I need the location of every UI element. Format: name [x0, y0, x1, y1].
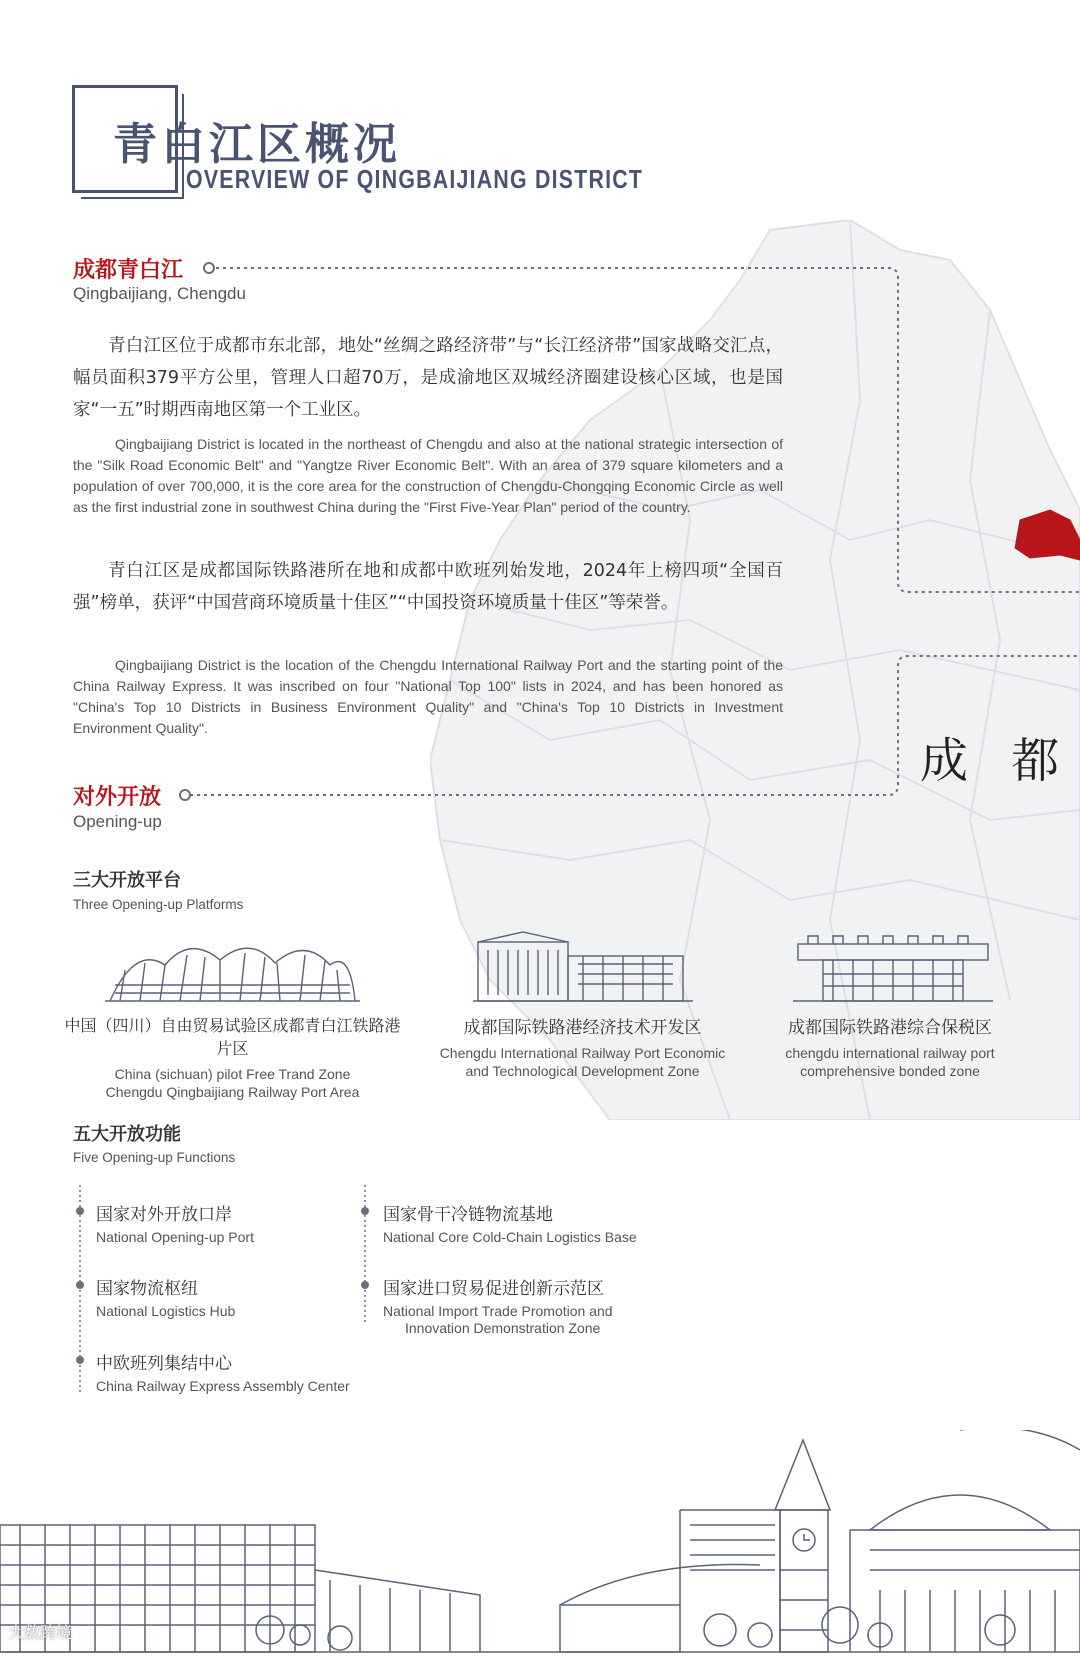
- platform-3-en-line2: comprehensive bonded zone: [800, 1063, 980, 1079]
- platform-3-en-line1: chengdu international railway port: [785, 1045, 995, 1061]
- function-3-en: National Logistics Hub: [96, 1303, 236, 1319]
- platforms-subtitle: Three Opening-up Platforms: [73, 897, 244, 912]
- development-zone-building-illustration: [473, 930, 693, 1003]
- page-title: 青白江区概况: [113, 119, 401, 170]
- function-1-cn: 国家对外开放口岸: [96, 1205, 232, 1225]
- railway-paragraph-cn: 青白江区是成都国际铁路港所在地和成都中欧班列始发地，2024年上榜四项“全国百强”榜单，获评“中国营商环境质量十佳区”“中国投资环境质量十佳区”等荣誉。: [73, 561, 783, 613]
- functions-subtitle: Five Opening-up Functions: [73, 1150, 236, 1165]
- platform-1-en-line1: China (sichuan) pilot Free Trand Zone: [114, 1066, 351, 1082]
- section-subtitle-qingbaijiang: Qingbaijiang, Chengdu: [73, 284, 246, 303]
- intro-paragraph-en: Qingbaijiang District is located in the northeast of Chengdu and also at the national strategic intersection of the "Silk Road Economic Belt" and "Yangtze River Economic Belt". With an area of 379 square kilometers and a population of over 700,000, it is the core area for the construction of Chengdu-Chongqing Economic Circle as well as the first industrial zone in southwest China during the "First Five-Year Plan" period of the country.: [73, 436, 783, 515]
- function-item-3: [96, 1274, 235, 1320]
- function-4-en-line1: National Import Trade Promotion and: [383, 1303, 613, 1319]
- platform-1-en-line2: Chengdu Qingbaijiang Railway Port Area: [105, 1084, 360, 1100]
- function-2-cn: 国家骨干冷链物流基地: [383, 1205, 553, 1225]
- platform-3-title: 成都国际铁路港综合保税区: [788, 1018, 992, 1038]
- platform-card-3: [755, 1013, 1025, 1080]
- function-3-cn: 国家物流枢纽: [96, 1279, 198, 1299]
- platform-1-title: 中国（四川）自由贸易试验区成都青白江铁路港片区: [64, 1016, 401, 1058]
- bonded-zone-building-illustration: [793, 930, 993, 1003]
- section-title-qingbaijiang: 成都青白江: [73, 258, 184, 283]
- map-label-chengdu: 成 都: [920, 733, 1074, 789]
- function-item-4: [383, 1274, 613, 1337]
- section-subtitle-opening-up: Opening-up: [73, 812, 162, 831]
- function-1-en: National Opening-up Port: [96, 1229, 254, 1245]
- function-item-5: [96, 1349, 350, 1395]
- function-4-cn: 国家进口贸易促进创新示范区: [383, 1279, 604, 1299]
- function-item-1: [96, 1200, 254, 1246]
- railway-paragraph-en: Qingbaijiang District is the location of the Chengdu International Railway Port and the starting point of the China Railway Express. It was inscribed on four "National Top 100" lists in 2024, and has been honored as "China's Top 10 Districts in Business Environment Quality" and "China's Top 10 Districts in Investment Environment Quality".: [73, 657, 783, 736]
- platform-card-1: [60, 1013, 405, 1101]
- page-subtitle: OVERVIEW OF QINGBAIJIANG DISTRICT: [186, 164, 644, 194]
- function-5-cn: 中欧班列集结中心: [96, 1354, 232, 1374]
- function-item-2: [383, 1200, 637, 1246]
- section-title-opening-up: 对外开放: [73, 785, 162, 810]
- function-4-en-line2: Innovation Demonstration Zone: [405, 1320, 601, 1336]
- platform-2-en-line1: Chengdu International Railway Port Economic: [439, 1045, 726, 1061]
- platform-2-en-line2: and Technological Development Zone: [465, 1063, 700, 1079]
- railway-port-canopy-illustration: [105, 935, 360, 1003]
- function-2-en: National Core Cold-Chain Logistics Base: [383, 1229, 637, 1245]
- city-skyline-illustration: [0, 1430, 1080, 1656]
- watermark: 大数跨境: [8, 1623, 73, 1642]
- function-5-en: China Railway Express Assembly Center: [96, 1378, 350, 1394]
- intro-paragraph-cn: 青白江区位于成都市东北部，地处“丝绸之路经济带”与“长江经济带”国家战略交汇点，幅员面积379平方公里，管理人口超70万，是成渝地区双城经济圈建设核心区域，也是国家“一五”时期西南地区第一个工业区。: [73, 336, 783, 420]
- platform-2-title: 成都国际铁路港经济技术开发区: [463, 1018, 702, 1038]
- functions-title: 五大开放功能: [73, 1124, 181, 1145]
- platforms-title: 三大开放平台: [73, 870, 181, 891]
- platform-card-2: [415, 1013, 750, 1080]
